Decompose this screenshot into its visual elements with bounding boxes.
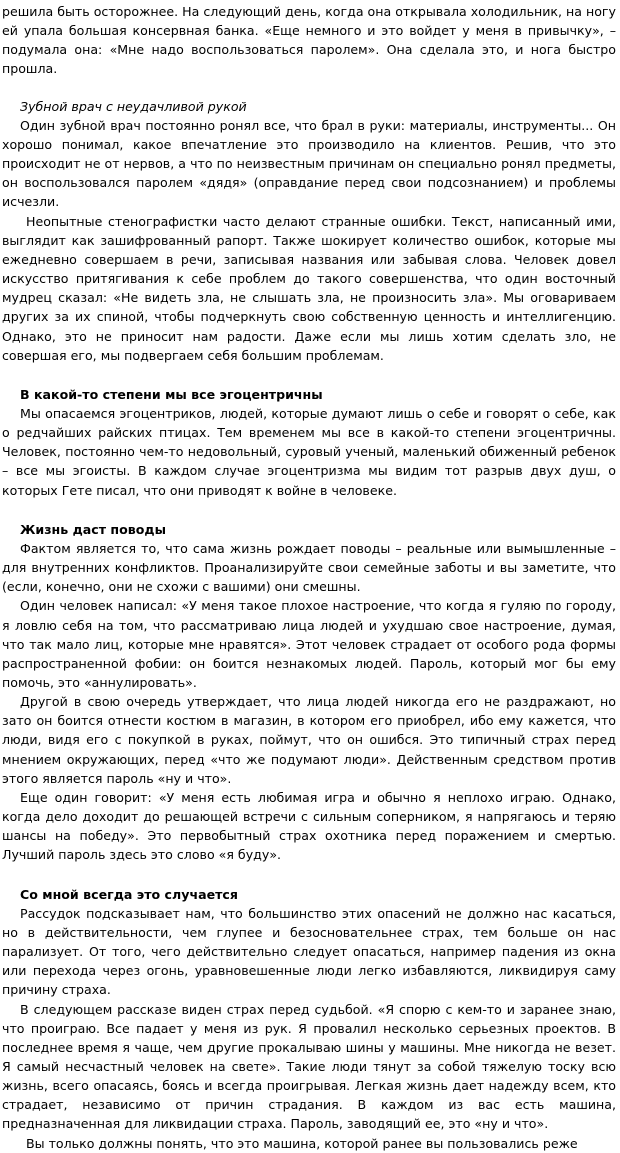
section-heading-always: Со мной всегда это случается [20, 886, 238, 902]
paragraph: Один зубной врач постоянно ронял все, что брал в руки: материалы, инструменты... Он хорошо понимал, какое впечатление это производило на клиентов. Решив, что это происходит не от нервов, а что по неизвестным причинам он специально ронял предметы, он воспользовался паролем «дядя» (оправдание перед свои подсознанием) и проблемы исчезли. [2, 117, 616, 210]
section-heading-egocentric: В какой-то степени мы все эгоцентричны [20, 386, 323, 402]
paragraph: Фактом является то, что сама жизнь рождает поводы – реальные или вымышленные – для внутренних конфликтов. Проанализируйте свои семейные заботы и вы заметите, что (если, конечно, они не схожи с вашими) они смешны. [2, 540, 616, 595]
section-gap [2, 865, 616, 885]
paragraph: Рассудок подсказывает нам, что большинство этих опасений не должно нас касаться, но в действительности, чем глупее и безосновательнее страх, тем больше он нас парализует. От того, чего действительно следует опасаться, например падения из окна или перехода через огонь, уравновешенные люди легко избавляются, ликвидируя саму причину страха. [2, 905, 616, 998]
paragraph: Неопытные стенографистки часто делают странные ошибки. Текст, написанный ими, выглядит как зашифрованный рапорт. Также шокирует количество ошибок, которые мы ежедневно совершаем в речи, записывая названия или забывая слова. Человек довел искусство притягивания к себе проблем до такого совершенства, что один восточный мудрец сказал: «Не видеть зла, не слышать зла, не произносить зла». Мы оговариваем других за их спиной, чтобы подчеркнуть свою собственную ценность и интеллигенцию. Однако, это не приносит нам радости. Даже если мы лишь хотим сделать зло, не совершая его, мы подвергаем себя большим проблемам. [2, 213, 616, 363]
section-gap [2, 365, 616, 385]
section-heading-dentist: Зубной врач с неудачливой рукой [20, 98, 247, 114]
section-gap [2, 79, 616, 97]
paragraph: решила быть осторожнее. На следующий день, когда она открывала холодильник, на ногу ей упала большая консервная банка. «Еще немного и это войдет у меня в привычку», – подумала она: «Мне надо воспользоваться паролем». Она сделала это, и нога быстро прошла. [2, 4, 616, 77]
paragraph: Еще один говорит: «У меня есть любимая игра и обычно я неплохо играю. Однако, когда дело доходит до решающей встречи с сильным соперником, я напрягаюсь и теряю шансы на победу». Это первобытный страх охотника перед поражением и смертью. Лучший пароль здесь это слово «я буду». [2, 789, 616, 863]
paragraph: Вы только должны понять, что это машина, которой ранее вы пользовались реже [26, 1135, 578, 1151]
section-gap [2, 500, 616, 520]
section-heading-life: Жизнь даст поводы [20, 521, 166, 537]
paragraph: В следующем рассказе виден страх перед судьбой. «Я спорю с кем-то и заранее знаю, что проиграю. Все падает у меня из рук. Я провалил несколько серьезных проектов. В последнее время я чаще, чем другие прокалываю шины у машины. Мне никогда не везет. Я самый несчастный человек на свете». Такие люди тянут за собой тяжелую тоску всю жизнь, всего опасаясь, боясь и всегда проигрывая. Легкая жизнь дает надежду всем, кто страдает, независимо от причин страдания. В каждом из вас есть машина, предназначенная для ликвидации страха. Пароль, заводящий ее, это «ну и что». [2, 1001, 616, 1132]
paragraph: Другой в свою очередь утверждает, что лица людей никогда его не раздражают, но зато он боится отнести костюм в магазин, в котором его приобрел, ибо ему кажется, что люди, видя его с покупкой в руках, поймут, что он ошибся. Это типичный страх перед мнением окружающих, перед «что же подумают люди». Действенным средством против этого является пароль «ну и что». [2, 694, 616, 786]
paragraph: Один человек написал: «У меня такое плохое настроение, что когда я гуляю по городу, я ловлю себя на том, что рассматриваю лица людей и ухудшаю свое настроение, думая, что так мало лиц, которые мне нравятся». Этот человек страдает от особого рода формы распространенной фобии: он боится незнакомых людей. Пароль, который мог бы ему помочь, это «аннулировать». [2, 598, 616, 690]
paragraph: Мы опасаемся эгоцентриков, людей, которые думают лишь о себе и говорят о себе, как о редчайших райских птицах. Тем временем мы все в какой-то степени эгоцентричны. Человек, постоянно чем-то недовольный, суровый ученый, маленький обиженный ребенок – все мы эгоисты. В каждом случае эгоцентризма мы видим тот разрыв двух душ, о которых Гете писал, что они приводят к войне в человеке. [2, 405, 616, 498]
